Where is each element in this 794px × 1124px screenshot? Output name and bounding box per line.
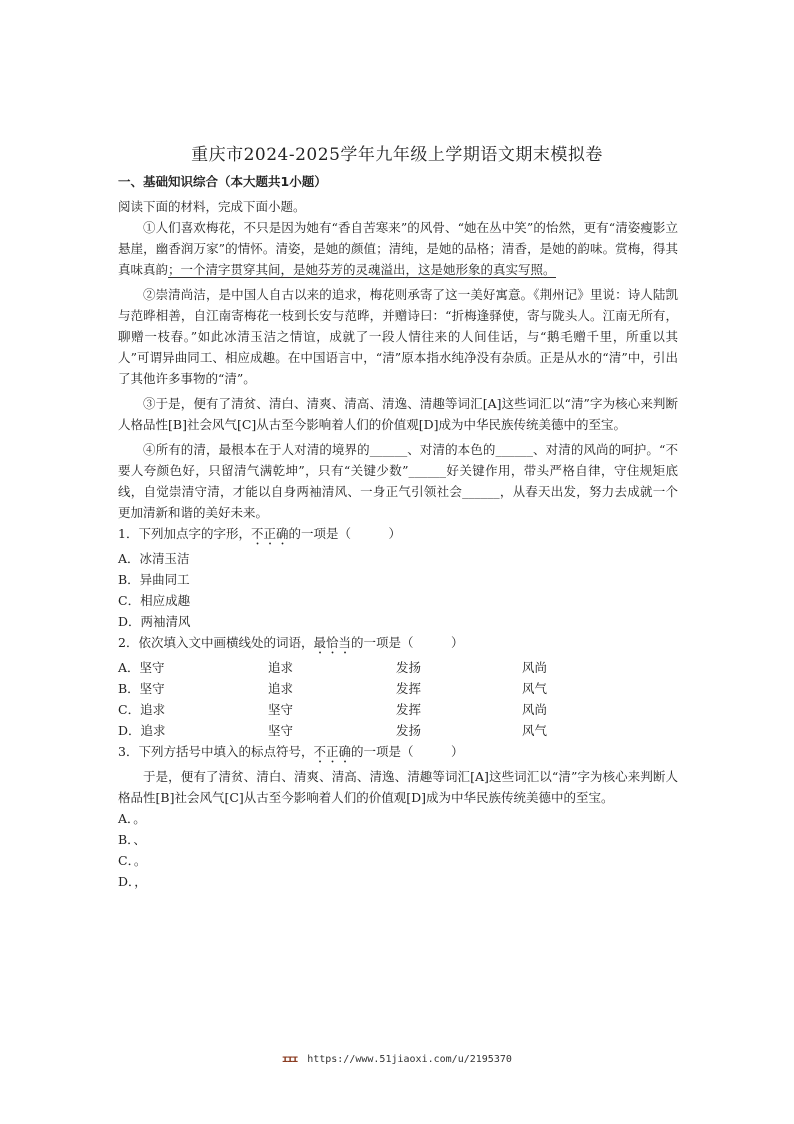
question-3-quote: 于是，便有了清贫、清白、清爽、清高、清逸、清趣等词汇[A]这些词汇以“清”字为核心来判断人格品性[B]社会风气[C]从古至今影响着人们的价值观[D]成为中华民族传统美德中的至宝。 [118,769,678,805]
question-3-option-b[interactable]: B．、 [118,832,146,847]
underlined-sentence: ；一个清字贯穿其间，是她芬芳的灵魂溢出，这是她形象的真实写照。 [168,262,556,277]
site-logo-icon: ɪɪɪ [282,1054,298,1065]
passage-paragraph-2: ②崇清尚洁，是中国人自古以来的追求，梅花则承寄了这一美好寓意。《荆州记》里说：诗人陆凯与范晔相善，自江南寄梅花一枝到长安与范晔，并赠诗曰：“折梅逢驿使，寄与陇头人。江南无所有，聊赠一枝春。”如此冰清玉洁之情谊，成就了一段人情往来的人间佳话，与“鹅毛赠千里，所重以其人”可谓异曲同工、相应成趣。在中国语言中，“清”原本指水纯净没有杂质。正是从水的“清”中，引出了其他许多事物的“清”。 [118,287,678,386]
emphasis-text: 不正确 [250,526,289,541]
question-3-stem: 3．下列方括号中填入的标点符号，不正确的一项是（ ） [118,744,464,759]
intro-text: 阅读下面的材料，完成下面小题。 [118,199,306,214]
emphasis-text: 最恰当 [313,635,351,650]
question-3-option-a[interactable]: A．。 [118,811,146,826]
question-2-option-d[interactable]: D．追求 坚守 发扬 风气 [118,723,548,738]
passage-paragraph-4: ④所有的清，最根本在于人对清的境界的______、对清的本色的______、对清的风尚的呵护。“不要人夸颜色好，只留清气满乾坤”，只有“关键少数”______好关键作用，带头严格自律，守住规矩底线，自觉崇清守清，才能以自身两袖清风、一身正气引领社会______，从春天出发，努力去成就一个更加清新和谐的美好未来。 [118,442,678,520]
question-1-option-b[interactable]: B．异曲同工 [118,572,190,587]
question-1-option-a[interactable]: A．冰清玉洁 [118,551,190,566]
passage-paragraph-1: ①人们喜欢梅花，不只是因为她有“香自苦寒来”的风骨、“她在丛中笑”的怡然，更有“清姿瘦影立悬崖，幽香润万家”的情怀。清姿，是她的颜值；清纯，是她的品格；清香，是她的韵味。赏梅，得其真味真韵；一个清字贯穿其间，是她芬芳的灵魂溢出，这是她形象的真实写照。 [118,220,678,277]
question-2-stem: 2．依次填入文中画横线处的词语，最恰当的一项是（ ） [118,635,464,650]
question-3-option-d[interactable]: D．， [118,874,147,889]
page-footer [0,1054,794,1065]
section-heading: 一、基础知识综合（本大题共1小题） [118,174,327,189]
question-2-option-c[interactable]: C．追求 坚守 发挥 风尚 [118,702,548,717]
document-body [118,196,678,892]
question-2-option-b[interactable]: B．坚守 追求 发挥 风气 [118,681,548,696]
page-title: 重庆市2024-2025学年九年级上学期语文期末模拟卷 [191,145,603,165]
footer-url-link[interactable]: https://www.51jiaoxi.com/u/2195370 [307,1054,512,1065]
question-1-option-c[interactable]: C．相应成趣 [118,593,191,608]
question-3-option-c[interactable]: C．。 [118,853,147,868]
question-1-stem: 1．下列加点字的字形，不正确的一项是（ ） [118,526,401,541]
question-1-option-d[interactable]: D．两袖清风 [118,614,191,629]
passage-paragraph-3: ③于是，便有了清贫、清白、清爽、清高、清逸、清趣等词汇[A]这些词汇以“清”字为核心来判断人格品性[B]社会风气[C]从古至今影响着人们的价值观[D]成为中华民族传统美德中的至宝。 [118,396,678,432]
emphasis-text: 不正确 [313,744,351,759]
question-2-option-a[interactable]: A．坚守 追求 发扬 风尚 [118,660,548,675]
